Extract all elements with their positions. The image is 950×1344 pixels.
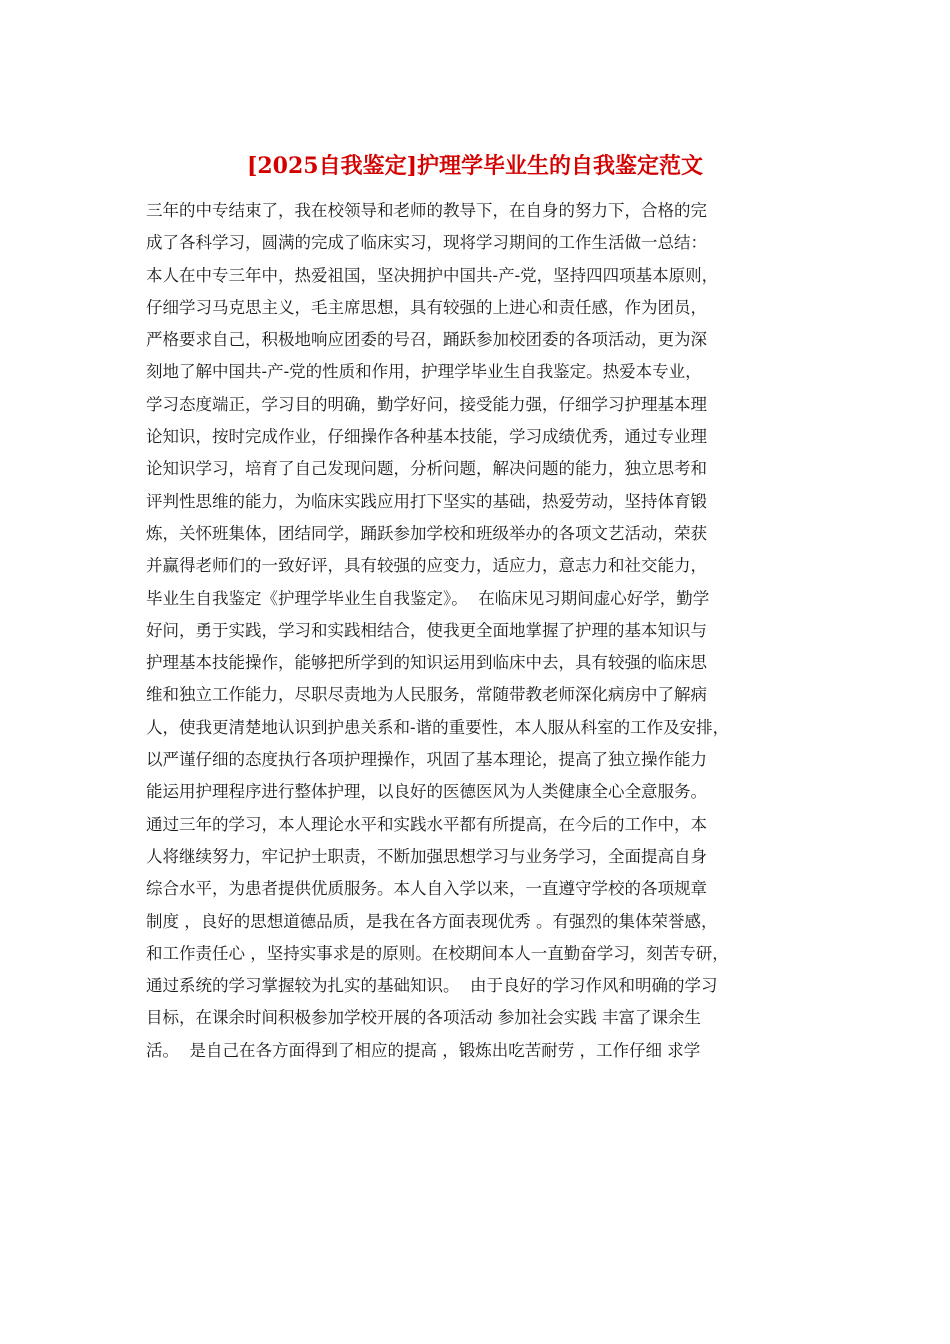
body-line: 学习态度端正，学习目的明确，勤学好问，接受能力强，仔细学习护理基本理 bbox=[146, 394, 707, 414]
body-line: 维和独立工作能力，尽职尽责地为人民服务，常随带教老师深化病房中了解病 bbox=[146, 685, 707, 705]
body-line: 三年的中专结束了，我在校领导和老师的教导下，在自身的努力下，合格的完 bbox=[146, 201, 707, 220]
body-line: 活。 是自己在各方面得到了相应的提高 ，锻炼出吃苦耐劳 ，工作仔细 求学 bbox=[146, 1040, 701, 1060]
document-body bbox=[146, 195, 826, 1067]
body-line: 炼，关怀班集体，团结同学，踊跃参加学校和班级举办的各项文艺活动，荣获 bbox=[146, 523, 707, 543]
body-line: 本人在中专三年中，热爱祖国，坚决拥护中国共-产-党，坚持四四项基本原则， bbox=[146, 265, 719, 285]
body-line: 人，使我更清楚地认识到护患关系和-谐的重要性，本人服从科室的工作及安排， bbox=[146, 717, 730, 737]
body-line: 通过系统的学习掌握较为扎实的基础知识。 由于良好的学习作风和明确的学习 bbox=[146, 976, 718, 996]
body-line: 通过三年的学习，本人理论水平和实践水平都有所提高，在今后的工作中，本 bbox=[146, 814, 707, 834]
body-line: 好问，勇于实践，学习和实践相结合，使我更全面地掌握了护理的基本知识与 bbox=[146, 620, 707, 640]
body-line: 成了各科学习，圆满的完成了临床实习，现将学习期间的工作生活做一总结： bbox=[146, 233, 707, 253]
body-line: 人将继续努力，牢记护士职责，不断加强思想学习与业务学习，全面提高自身 bbox=[146, 846, 707, 866]
body-line: 综合水平，为患者提供优质服务。本人自入学以来，一直遵守学校的各项规章 bbox=[146, 879, 707, 899]
body-line: 毕业生自我鉴定《护理学毕业生自我鉴定》。 在临床见习期间虚心好学，勤学 bbox=[146, 588, 710, 608]
body-line: 并赢得老师们的一致好评，具有较强的应变力，适应力，意志力和社交能力， bbox=[146, 556, 707, 576]
body-line: 评判性思维的能力，为临床实践应用打下坚实的基础，热爱劳动，坚持体育锻 bbox=[146, 491, 707, 511]
body-line: 制度 ，良好的思想道德品质，是我在各方面表现优秀 。有强烈的集体荣誉感， bbox=[146, 911, 718, 931]
body-line: 严格要求自己，积极地响应团委的号召，踊跃参加校团委的各项活动，更为深 bbox=[146, 330, 707, 350]
body-line: 目标，在课余时间积极参加学校开展的各项活动 参加社会实践 丰富了课余生 bbox=[146, 1008, 701, 1028]
body-line: 以严谨仔细的态度执行各项护理操作，巩固了基本理论，提高了独立操作能力 bbox=[146, 750, 707, 770]
body-line: 能运用护理程序进行整体护理，以良好的医德医风为人类健康全心全意服务。 bbox=[146, 782, 707, 802]
body-line: 护理基本技能操作，能够把所学到的知识运用到临床中去，具有较强的临床思 bbox=[146, 653, 707, 673]
body-line: 论知识，按时完成作业，仔细操作各种基本技能，学习成绩优秀，通过专业理 bbox=[146, 427, 707, 447]
document-title: [2025自我鉴定]护理学毕业生的自我鉴定范文 bbox=[246, 153, 704, 179]
body-line: 仔细学习马克思主义，毛主席思想，具有较强的上进心和责任感，作为团员， bbox=[146, 297, 707, 317]
body-line: 和工作责任心 ，坚持实事求是的原则。在校期间本人一直勤奋学习，刻苦专研， bbox=[146, 943, 729, 963]
body-line: 论知识学习，培育了自己发现问题，分析问题，解决问题的能力，独立思考和 bbox=[146, 459, 707, 479]
body-line: 刻地了解中国共-产-党的性质和作用，护理学毕业生自我鉴定。热爱本专业， bbox=[146, 362, 702, 382]
